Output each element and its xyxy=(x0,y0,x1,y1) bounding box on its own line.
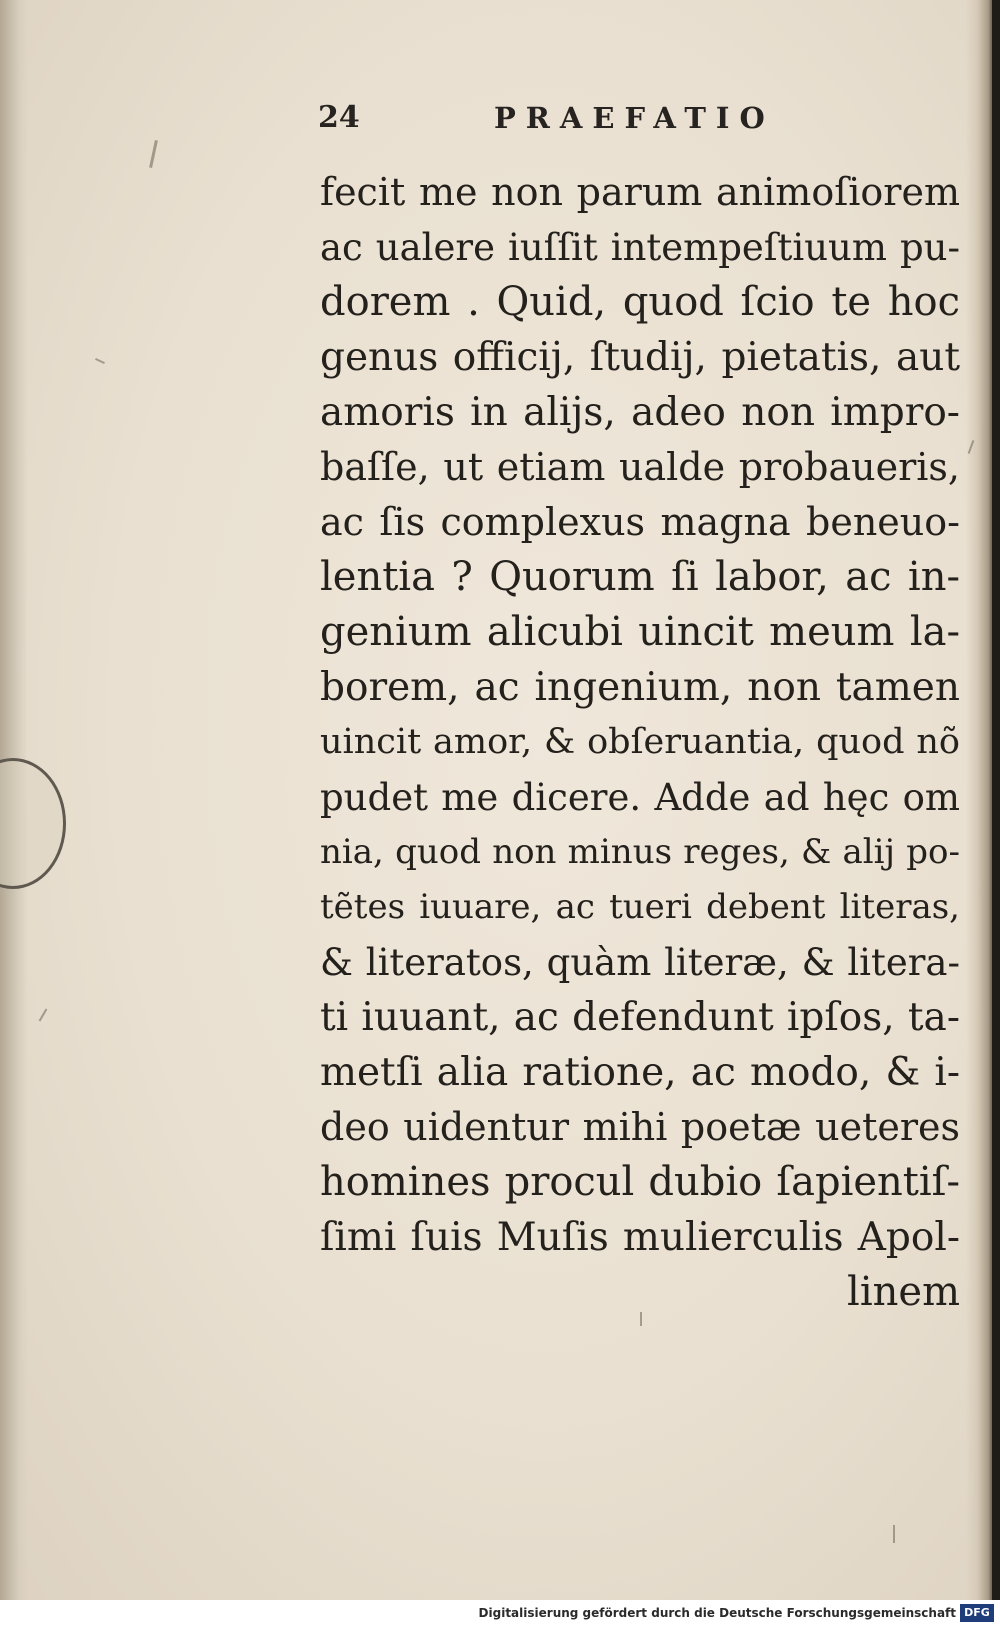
paper-fleck xyxy=(95,358,105,364)
body-text xyxy=(320,165,960,1320)
running-head xyxy=(318,90,938,140)
page-number: 24 xyxy=(318,100,360,135)
text-line: & literatos, quàm literæ, & litera- xyxy=(320,941,960,984)
paper-fleck xyxy=(893,1525,895,1543)
text-line: genus officij, ſtudij, pietatis, aut xyxy=(320,335,960,380)
paper-fleck xyxy=(39,1008,48,1021)
text-line: baſſe, ut etiam ualde probaueris, xyxy=(320,445,960,489)
text-line: ti iuuant, ac defendunt ipſos, ta- xyxy=(320,995,960,1040)
text-line: amoris in alijs, adeo non impro- xyxy=(320,390,960,435)
text-line: borem, ac ingenium, non tamen xyxy=(320,665,960,710)
catchword: linem xyxy=(847,1269,960,1315)
text-line: uincit amor, & obſeruantia, quod nõ xyxy=(320,722,960,762)
text-line: pudet me dicere. Adde ad hęc om xyxy=(320,776,960,819)
text-line: dorem . Quid, quod ſcio te hoc xyxy=(320,279,960,325)
page-title: PRAEFATIO xyxy=(494,101,775,135)
text-line: genium alicubi uincit meum la- xyxy=(320,609,960,655)
text-line: lentia ? Quorum ſi labor, ac in- xyxy=(320,554,960,600)
text-line: nia, quod non minus reges, & alij po- xyxy=(320,832,960,872)
text-line: ac ſis complexus magna beneuo- xyxy=(320,500,960,544)
text-line: deo uidentur mihi poetæ ueteres xyxy=(320,1105,960,1149)
text-line: homines procul dubio ſapientiſ- xyxy=(320,1159,960,1205)
text-line: ac ualere iuſſit intempeſtiuum pu- xyxy=(320,226,960,269)
text-line: fecit me non parum animoſiorem xyxy=(320,170,960,214)
text-line: metſi alia ratione, ac modo, & i- xyxy=(320,1050,960,1095)
text-line: ſimi ſuis Muſis mulierculis Apol- xyxy=(320,1215,960,1260)
paper-fleck xyxy=(149,140,158,168)
page-tab-mark xyxy=(0,758,66,889)
page-edge xyxy=(966,0,992,1600)
funding-credit: Digitalisierung gefördert durch die Deutsche Forschungsgemeinschaft xyxy=(478,1606,956,1620)
text-line: tẽtes iuuare, ac tueri debent literas, xyxy=(320,887,960,927)
footer-bar xyxy=(0,1600,1000,1627)
dfg-logo: DFG xyxy=(960,1604,994,1622)
